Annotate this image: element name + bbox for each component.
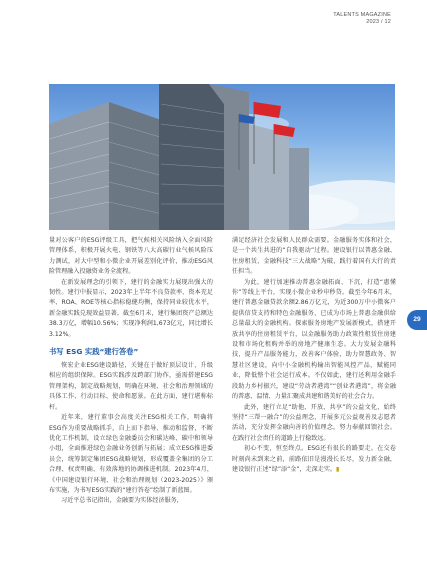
paragraph: 近年来，建行董事会高度关注ESG相关工作，明确将ESG作为重要战略抓手，自上而下指导、推动和监督，不断优化工作机制，设立绿色金融委员会和碳达峰、碳中和领导小组，全面推进绿色金融业务创新与拓展；成立ESG推进委员会，统筹制定集团ESG战略规划，形成覆盖全集团的分工合理、权责明确、有效落地的协调推进机制。2023年4月，《中国建设银行环境、社会和治理规划（2023-2025）》颁布实施，为书写ESG实践的“建行答卷”绘制了新蓝图。 <box>49 414 213 494</box>
left-text-column <box>49 236 213 507</box>
paragraph: 此外，建行立足“助他、开放、共享”的公益文化，始终坚持“三帮一融合”的公益理念，开展多元公益观善及志愿者活动，充分发挥金融向善的价值理念，努力奉献回馈社会。在践行社会责任的道路上行稳致远。 <box>232 403 396 442</box>
paragraph: 在新发展理念的引领下，建行的金融实力展现出强大的韧性。建行中报显示，2023年上半年不良贷款率、资本充足率、ROA、ROE等核心指标稳健均衡，保持同业较优水平，新金融实践兑现效益显著。截至6月末，建行集团资产总额达38.3万亿，增幅10.56%；实现净利润1,673亿元，同比增长3.12%。 <box>49 278 213 338</box>
section-heading: 书写 ESG 实践“建行答卷” <box>49 347 139 357</box>
paragraph: 恢宏企业ESG建设路径，关键在于做好顶层设计，升级相应的组织保障。ESG实践涉及跨部门协作，亟需搭建ESG管理架构，制定战略规划，明确在环境、社会和治理领域的具体工作、行动目标、使命和愿景。在此方面，建行堪称标杆。 <box>49 362 213 411</box>
running-header <box>333 12 391 26</box>
issue-date: 2023 / 12 <box>366 19 391 25</box>
bank-building-photo <box>49 84 395 230</box>
magazine-name: TALENTS MAGAZINE <box>333 12 391 18</box>
right-text-column <box>232 236 396 475</box>
paragraph: 量对公客户的ESG评级工具，把气候相关风险纳入全面风险管理体系，积极开展火电、钢铁等八大高碳行业气候风险压力测试，对大中型和小微企业开展差别化评价，推动ESG风险管理融入投融资业务全流程。 <box>49 237 213 276</box>
end-mark-icon: ▮ <box>336 465 340 473</box>
closing-text: 初心不变，恒至终点。ESG还有很长的路要走。在交卷时刻尚未到来之前，前路依旧是漫漫长长尽，发力新金融，建设银行正述“绿”添“金”，走深走实。 <box>232 445 396 473</box>
paragraph: 为此，建行加速推动普惠金融拓面、下沉，打造“惠懂你”等线上平台，实现小微企业秒申秒贷。截至今年6月末，建行普惠金融贷款余额2.86万亿元，为近300万中小微客户提供信贷支持和特色金融服务，已成为市场上普惠金融供给总量最大的金融机构。探索服务房地产发展新模式，搭建开放共享的住房租赁平台，以金融服务助力政策性租赁住房建设和市场化租购并举的房地产健康生态。大力发展金融科技，提升产品服务能力，改善客户体验，助力智慧政务、智慧社区建设，向中小金融机构输出智能风控产品，赋能同业，降低整个社会运行成本。不仅如此，建行还利用金融手段助力乡村振兴，建设“劳动者港湾”“创业者港湾”，将金融的普惠、温情、力量汇聚成共建和谐美好的社会合力。 <box>232 278 396 401</box>
paragraph: 满足经济社会发展和人民群众需要。金融服务实体和社会，是一个共生共进的“自我驱动”过程。建设银行以普惠金融、住房租赁、金融科技“三大战略”为破，践行着国有大行的责任担当。 <box>232 237 396 276</box>
paragraph <box>232 444 396 475</box>
paragraph: 习近平总书记指出，金融要为实体经济服务， <box>61 497 183 505</box>
page-number-tab: 29 <box>407 310 427 330</box>
building-illustration <box>49 84 395 230</box>
